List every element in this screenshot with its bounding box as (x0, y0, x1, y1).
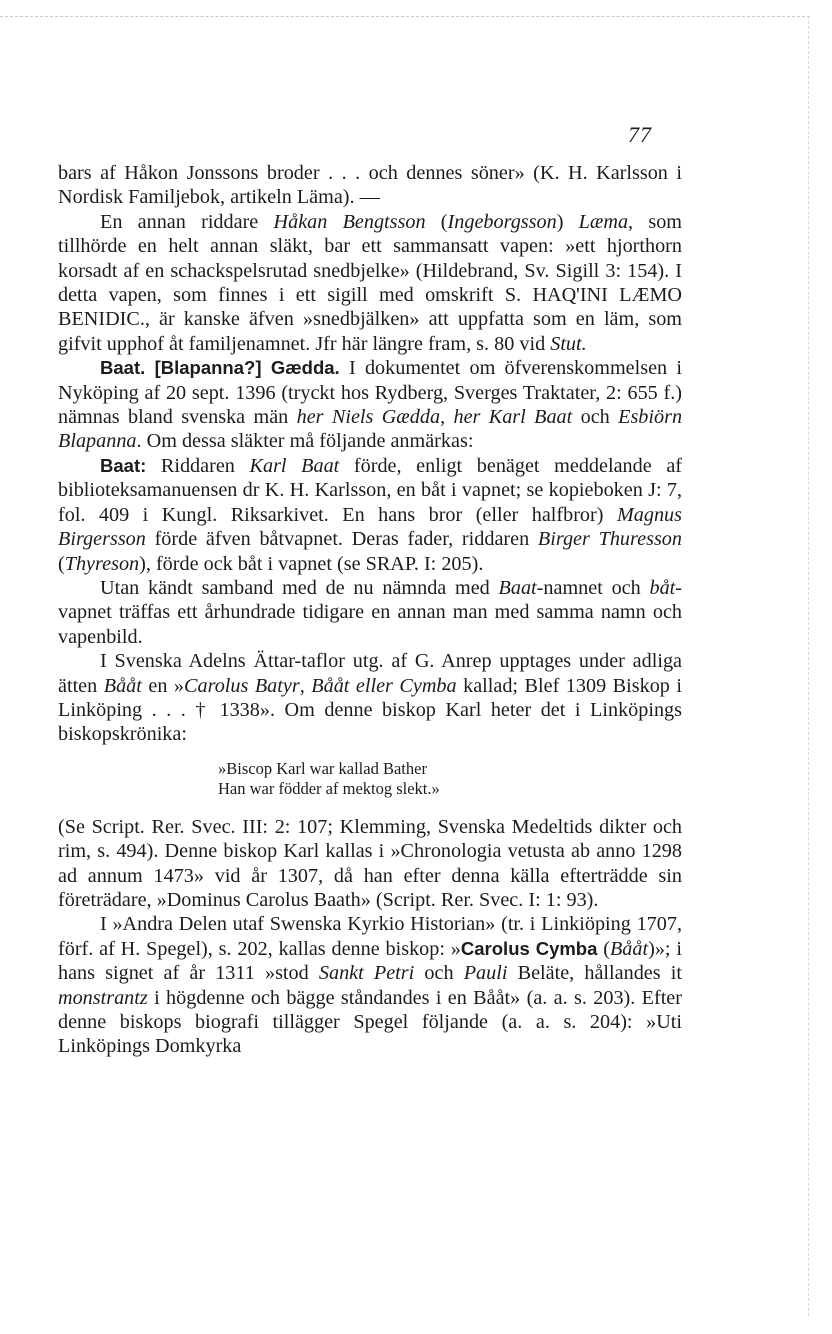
text-run: . Om dessa släkter må följande anmärkas: (136, 430, 474, 453)
italic-run: Sankt Petri (318, 962, 415, 985)
text-run: , som tillhörde en helt annan släkt, bar ett sammansatt vapen: »ett hjorthorn korsadt af en schackspelsrutad snedbjelke» (Hildebrand, Sv. Sigill 3: 154). I detta vapen, som finnes i ett sigill med omskrift S. HAQ'INI LÆMO BENIDIC., är kanske äfven »snedbjälken» att uppfatta som en läm, som gifvit upphof åt familjenamnet. Jfr här längre fram, s. 80 vid (58, 210, 682, 355)
text-run: , (440, 406, 454, 429)
text-run: I dokumentet om öfverenskommelsen i Nyköping af 20 sept. 1396 (tryckt hos Rydberg, Sverges Traktater, 2: 655 f.) nämnas bland svenska män (58, 357, 682, 429)
text-run: I »Andra Delen utaf Swenska Kyrkio Historian» (tr. i Linkiöping 1707, förf. af H. Spegel), s. 202, kallas denne biskop: » (58, 913, 682, 960)
paragraph-p3 (58, 356, 682, 454)
text-run: kallad; Blef 1309 Biskop i Linköping . . . † 1338». Om denne biskop Karl heter det i Linköpings biskopskrönika: (58, 674, 682, 746)
italic-run: Læma (578, 210, 629, 233)
quote-line: Han war födder af mektog slekt.» (218, 778, 440, 798)
italic-run: Ingeborgsson (447, 210, 557, 233)
block-quote (218, 759, 682, 799)
text-run: i högdenne och bägge ståndandes i en Bååt» (a. a. s. 203). Efter denne biskops biografi tillägger Spegel följande (a. a. s. 204): »Uti Linköpings Domkyrka (58, 986, 682, 1058)
italic-run: her Niels Gædda (296, 406, 441, 429)
italic-run: Håkan Bengtsson (273, 210, 426, 233)
italic-run: båt (649, 576, 676, 599)
text-run: ( (597, 937, 610, 960)
text-run: Beläte, hållandes it (507, 962, 682, 985)
italic-run: Baat (498, 576, 537, 599)
paragraph-p6 (58, 649, 682, 747)
italic-run: Karl Baat (249, 454, 340, 477)
text-run: -vapnet träffas ett århundrade tidigare en annan man med samma namn och vapenbild. (58, 576, 682, 648)
text-run: Utan kändt samband med de nu nämnda med (100, 576, 499, 599)
text-run: I Svenska Adelns Ättar-taflor utg. af G. Anrep upptages under adliga ätten (58, 650, 682, 697)
italic-run: Carolus Batyr (184, 674, 300, 697)
text-run: bars af Håkon Jonssons broder . . . och dennes söner» (K. H. Karlsson i Nordisk Familjebok, artikeln Läma). — (58, 162, 682, 209)
text-run: en » (141, 674, 185, 697)
italic-run: Birger Thuresson (537, 528, 682, 551)
paragraph-p5 (58, 576, 682, 649)
italic-run: Pauli (463, 962, 508, 985)
page-edge-right-rule (808, 16, 809, 1316)
bold-heading-run: Baat. [Blapanna?] Gædda. (100, 357, 340, 379)
text-run: ), förde ock båt i vapnet (se SRAP. I: 205). (139, 552, 484, 575)
text-run: En annan riddare (100, 210, 274, 233)
text-run: ( (425, 210, 448, 233)
text-run: , (299, 674, 312, 697)
text-run: förde äfven båtvapnet. Deras fader, riddaren (145, 528, 538, 551)
bold-heading-run: Carolus Cymba (460, 937, 598, 959)
page-edge-top-rule (0, 16, 810, 17)
paragraph-p4 (58, 454, 682, 576)
text-run: Riddaren (146, 454, 250, 477)
text-run: ) (556, 210, 579, 233)
text-run: och (572, 406, 619, 429)
text-run: och (414, 962, 464, 985)
italic-run: Magnus Birgersson (58, 503, 682, 551)
text-run: ( (58, 552, 65, 575)
paragraph-p2 (58, 210, 682, 356)
text-run: -namnet och (536, 576, 650, 599)
page-number: 77 (628, 122, 652, 147)
paragraph-p1 (58, 161, 682, 210)
italic-run: Stut. (550, 332, 587, 355)
italic-run: Bååt (103, 674, 142, 697)
text-run: (Se Script. Rer. Svec. III: 2: 107; Klemming, Svenska Medeltids dikter och rim, s. 494). Denne biskop Karl kallas i »Chronologia vetusta ab anno 1298 ad annum 1473» vid år 1307, då han efter denna källa efterträdde sin företrädare, »Dominus Carolus Baath» (Script. Rer. Svec. I: 1: 93). (58, 815, 682, 911)
italic-run: her Karl Baat (453, 406, 573, 429)
italic-run: Thyreson (64, 552, 140, 575)
italic-run: Esbiörn Blapanna (58, 406, 683, 453)
bold-heading-run: Baat: (100, 454, 147, 476)
paragraph-p8 (58, 815, 682, 913)
paragraph-p9 (58, 912, 682, 1058)
text-run: )»; i hans signet af år 1311 »stod (58, 937, 682, 985)
italic-run: Bååt eller Cymba (311, 674, 457, 697)
italic-run: Bååt (609, 937, 649, 960)
italic-run: monstrantz (58, 986, 148, 1009)
quote-line: »Biscop Karl war kallad Bather (218, 758, 427, 778)
page-body (58, 161, 682, 1059)
text-run: förde, enligt benäget meddelande af biblioteksamanuensen dr K. H. Karlsson, en båt i vapnet; se kopieboken J: 7, fol. 409 i Kungl. Riksarkivet. En hans bror (eller halfbror) (58, 454, 682, 526)
